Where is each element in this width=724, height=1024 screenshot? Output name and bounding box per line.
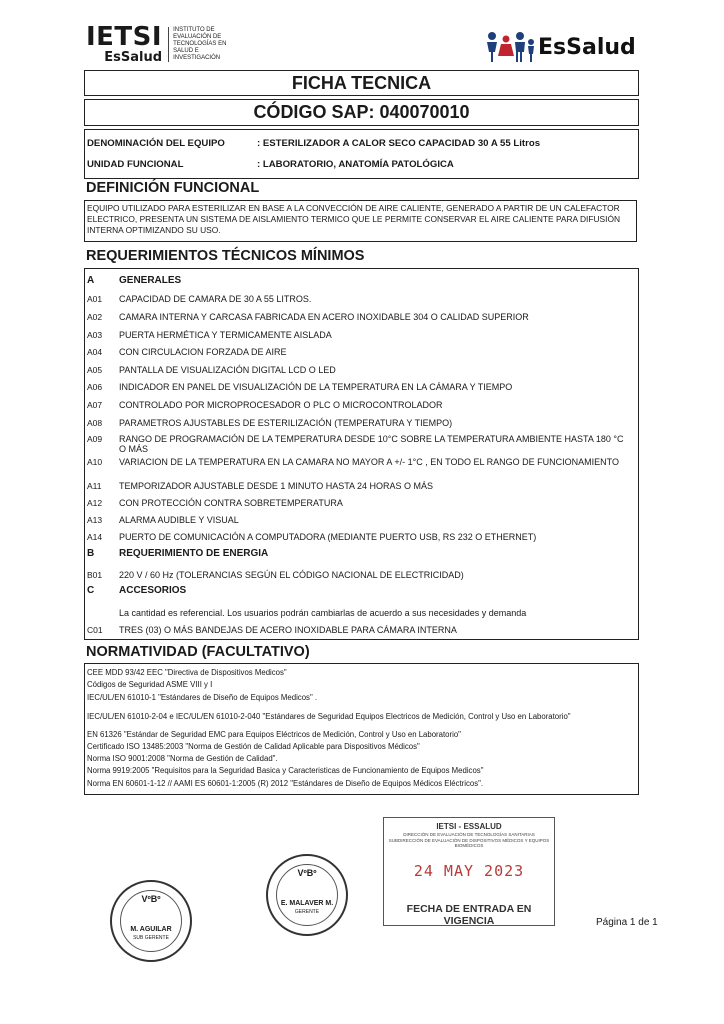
approval-seal-malaver: VºBº E. MALAVER M. GERENTE	[266, 854, 348, 936]
page-number: Página 1 de 1	[596, 917, 658, 928]
requirement-code: A05	[87, 365, 103, 375]
requerimientos-heading: REQUERIMIENTOS TÉCNICOS MÍNIMOS	[86, 248, 365, 264]
equipment-info	[84, 129, 639, 179]
norm-line: Norma EN 60601-1-12 // AAMI ES 60601-1:2005 (R) 2012 "Estándares de Diseño de Equipos Médicos Eléctricos".	[87, 779, 484, 788]
ietsi-logo	[86, 24, 235, 66]
norm-line: Códigos de Seguridad ASME VIII y I	[87, 680, 213, 689]
requirement-text: 220 V / 60 Hz (TOLERANCIAS SEGÚN EL CÓDIGO NACIONAL DE ELECTRICIDAD)	[119, 570, 464, 580]
institute-name: INSTITUTO DE EVALUACIÓN DE TECNOLOGÍAS EN SALUD E INVESTIGACIÓN	[168, 27, 235, 62]
requirement-text: PUERTO DE COMUNICACIÓN A COMPUTADORA (MEDIANTE PUERTO USB, RS 232 O ETHERNET)	[119, 532, 537, 542]
requirement-code: A06	[87, 382, 103, 392]
requirement-text: RANGO DE PROGRAMACIÓN DE LA TEMPERATURA DESDE 10°C SOBRE LA TEMPERATURA AMBIENTE HASTA 180 °C O MÁS	[119, 434, 624, 454]
requirement-code: A01	[87, 294, 103, 304]
document-title: FICHA TECNICA	[84, 70, 639, 96]
definicion-heading: DEFINICIÓN FUNCIONAL	[86, 180, 260, 196]
stamp-org: IETSI - ESSALUD	[436, 822, 502, 831]
requirement-code: A14	[87, 532, 103, 542]
unidad-label: UNIDAD FUNCIONAL	[87, 159, 184, 170]
requirement-text: ACCESORIOS	[119, 585, 187, 596]
requirement-code: A08	[87, 418, 103, 428]
requirement-code: A02	[87, 312, 103, 322]
requirement-code: C01	[87, 625, 103, 635]
family-icon	[484, 30, 536, 64]
requirement-code: A09	[87, 434, 103, 444]
norm-line: IEC/UL/EN 61010-1 "Estándares de Diseño de Equipos Medicos" .	[87, 693, 318, 702]
denominacion-label: DENOMINACIÓN DEL EQUIPO	[87, 138, 225, 149]
seal-role: SUB GERENTE	[133, 935, 169, 941]
essalud-wordmark: EsSalud	[538, 34, 636, 60]
requirement-text: GENERALES	[119, 275, 182, 286]
requirement-text: CON PROTECCIÓN CONTRA SOBRETEMPERATURA	[119, 498, 343, 508]
requirement-text: PUERTA HERMÉTICA Y TERMICAMENTE AISLADA	[119, 330, 332, 340]
requirement-text: CAPACIDAD DE CAMARA DE 30 A 55 LITROS.	[119, 294, 312, 304]
requirement-text: CON CIRCULACION FORZADA DE AIRE	[119, 347, 287, 357]
requirement-code: B	[87, 548, 95, 559]
normatividad-heading: NORMATIVIDAD (FACULTATIVO)	[86, 644, 310, 660]
requirement-code: A13	[87, 515, 103, 525]
requirement-code: A03	[87, 330, 103, 340]
requirement-text: CONTROLADO POR MICROPROCESADOR O PLC O MICROCONTROLADOR	[119, 400, 443, 410]
ietsi-essalud-sub: EsSalud	[104, 50, 163, 65]
validity-stamp	[383, 817, 555, 926]
seal-name: E. MALAVER M.	[280, 900, 334, 907]
requirements-table	[84, 268, 639, 640]
requirement-text: TEMPORIZADOR AJUSTABLE DESDE 1 MINUTO HASTA 24 HORAS O MÁS	[119, 481, 434, 491]
ietsi-wordmark: IETSI	[86, 22, 163, 52]
stamp-date: 24 MAY 2023	[413, 862, 525, 880]
norm-line: Norma ISO 9001:2008 "Norma de Gestión de Calidad".	[87, 754, 278, 763]
requirement-text: La cantidad es referencial. Los usuarios podrán cambiarlas de acuerdo a sus necesidades y demanda	[119, 608, 527, 618]
requirement-code: A10	[87, 457, 103, 467]
requirement-code: A11	[87, 481, 102, 491]
requirement-code: A12	[87, 498, 103, 508]
sap-code: CÓDIGO SAP: 040070010	[84, 99, 639, 126]
seal-role: GERENTE	[294, 909, 320, 915]
stamp-label: FECHA DE ENTRADA EN VIGENCIA	[406, 903, 532, 927]
requirement-text: TRES (03) O MÁS BANDEJAS DE ACERO INOXIDABLE PARA CÁMARA INTERNA	[119, 625, 457, 635]
requirement-code: C	[87, 585, 95, 596]
norm-line: CEE MDD 93/42 EEC "Directiva de Dispositivos Medicos"	[87, 668, 287, 677]
unidad-value: : LABORATORIO, ANATOMÍA PATOLÓGICA	[257, 159, 454, 170]
seal-name: M. AGUILAR	[130, 926, 172, 933]
essalud-logo	[484, 30, 636, 64]
norm-line: Certificado ISO 13485:2003 "Norma de Gestión de Calidad Aplicable para Dispositivos Médicos"	[87, 742, 420, 751]
normatividad-list	[84, 663, 639, 795]
requirement-code: A07	[87, 400, 103, 410]
requirement-text: CAMARA INTERNA Y CARCASA FABRICADA EN ACERO INOXIDABLE 304 O CALIDAD SUPERIOR	[119, 312, 529, 322]
denominacion-value: : ESTERILIZADOR A CALOR SECO CAPACIDAD 30 A 55 Litros	[257, 138, 541, 149]
requirement-text: PANTALLA DE VISUALIZACIÓN DIGITAL LCD O LED	[119, 365, 336, 375]
approval-seal-aguilar: VºBº M. AGUILAR SUB GERENTE	[110, 880, 192, 962]
requirement-text: ALARMA AUDIBLE Y VISUAL	[119, 515, 239, 525]
requirement-text: PARAMETROS AJUSTABLES DE ESTERILIZACIÓN (TEMPERATURA Y TIEMPO)	[119, 418, 453, 428]
requirement-text: VARIACION DE LA TEMPERATURA EN LA CAMARA NO MAYOR A +/- 1°C , EN TODO EL RANGO DE FUNCIONAMIENTO	[119, 457, 619, 467]
norm-line: Norma 9919:2005 "Requisitos para la Seguridad Basica y Caracteristicas de Funcionamiento de Equipos Medicos"	[87, 766, 484, 775]
requirement-code: A	[87, 275, 95, 286]
requirement-code: A04	[87, 347, 103, 357]
norm-line: IEC/UL/EN 61010-2-04 e IEC/UL/EN 61010-2-040 "Estándares de Seguridad Equipos Electricos de Medición, Control y Uso en Laboratorio"	[87, 712, 571, 721]
norm-line: EN 61326 "Estándar de Seguridad EMC para Equipos Eléctricos de Medición, Control y Uso en Laboratorio"	[87, 730, 461, 739]
requirement-text: INDICADOR EN PANEL DE VISUALIZACIÓN DE LA TEMPERATURA EN LA CÁMARA Y TIEMPO	[119, 382, 513, 392]
requirement-text: REQUERIMIENTO DE ENERGIA	[119, 548, 269, 559]
definicion-text: EQUIPO UTILIZADO PARA ESTERILIZAR EN BASE A LA CONVECCIÓN DE AIRE CALIENTE, GENERADO A PARTIR DE UN CALEFACTOR ELECTRICO, PRESENTA UN SISTEMA DE AISLAMIENTO TERMICO QUE LE PERMITE CONSERVAR EL AIRE CALIENTE PARA DIFUSIÓN INTERNA OPTIMIZANDO SU USO.	[84, 200, 637, 242]
requirement-code: B01	[87, 570, 103, 580]
stamp-subtitle: DIRECCIÓN DE EVALUACIÓN DE TECNOLOGÍAS SANITARIAS SUBDIRECCIÓN DE EVALUACIÓN DE DISPOSITIVOS MÉDICOS Y EQUIPOS BIOMÉDICOS	[388, 832, 550, 848]
